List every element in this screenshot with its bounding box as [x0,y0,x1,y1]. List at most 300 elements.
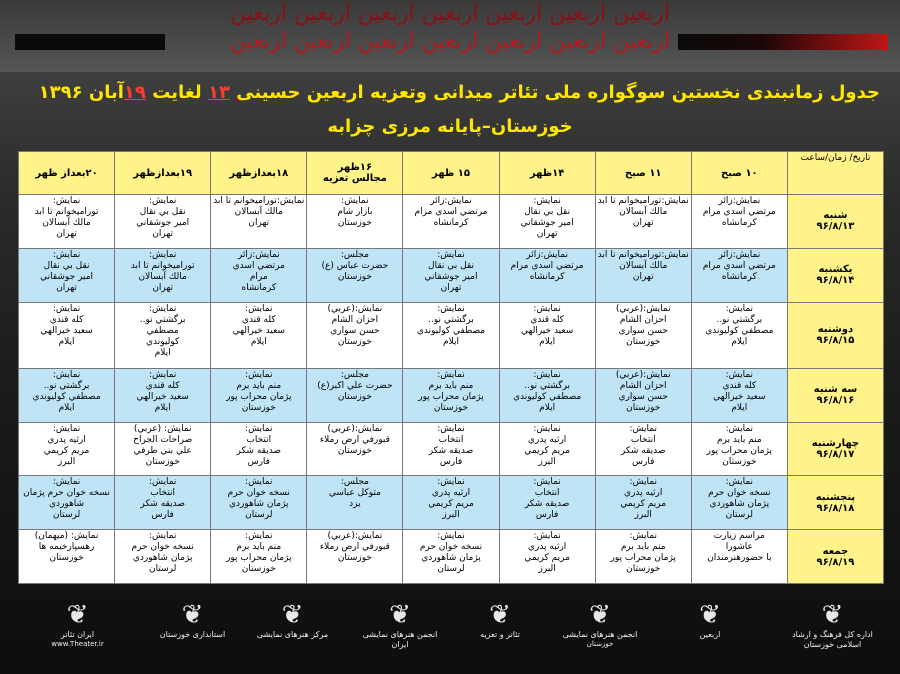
cell-line: نقل بي نقال [139,207,186,217]
cell-line: فارس [439,456,463,467]
cell-line: مصطفي [146,325,179,336]
cell-line: مجلس: [340,477,369,488]
cell-line: ارثيه پدري [527,434,567,445]
schedule-cell [211,248,307,302]
cell-line: سعيد خيرالهي [232,325,285,336]
cell-line: فارس [151,510,174,521]
emblem-icon: ❦ [66,600,89,630]
schedule-cell [115,530,211,584]
cell-line: فارس [632,456,655,467]
schedule-cell [499,302,595,368]
cell-line: تهران [536,229,558,239]
cell-line: نمایش: [437,477,465,488]
cell-line: نسخه خوان حرم [131,542,194,553]
emblem-icon: ❦ [181,600,204,630]
schedule-cell [403,476,499,530]
schedule-cell [499,248,595,302]
cell-line: ايلام [250,336,267,347]
logo-name: انجمن هنرهای نمایشی ایران [362,630,438,649]
cell-line: نمایش:توراميخوانم تا ابد [213,196,305,206]
cell-line: مالك آبسالان [619,260,668,271]
schedule-cell [19,422,115,476]
cell-line: توراميخوانم تا ابد [130,260,195,271]
schedule-body [19,195,884,584]
cell-line: نسخه خوان حرم [227,488,290,499]
cell-line: نمایش: (عربي) [133,423,192,434]
cell-line: خوزستان [241,564,276,575]
cell-line: نمایش: [437,249,465,260]
schedule-cell [211,302,307,368]
cell-line: برگشتي نو.. [428,314,474,325]
cell-line: نمایش: [533,423,561,434]
cell-line: بازار شام [337,207,373,217]
schedule-cell [691,476,787,530]
cell-line: نمایش: [148,531,177,542]
cell-line: خوزستان [626,402,661,413]
cell-line: نمایش: [148,477,177,488]
cell-line: مرتضي اسدي مرام [414,207,488,217]
schedule-cell [211,476,307,530]
cell-line: نمایش:(عربي) [615,369,671,380]
cell-line: كرمانشاه [721,218,757,228]
cell-line: مرتضي اسدي مرام [510,260,584,271]
schedule-cell [211,195,307,249]
column-header [403,152,499,195]
cell-line: نمایش: [437,369,465,380]
cell-line: برگشتي نو.. [139,314,186,325]
schedule-cell [691,368,787,422]
calligraphy-row: اربعین اربعین اربعین اربعین اربعین اربعین اربعین [230,29,670,54]
cell-line: نمایش: [437,531,465,542]
cell-line: كرمانشاه [433,218,469,228]
cell-line: خوزستان [337,445,372,456]
sponsor-logo [355,600,445,650]
cell-line: انتخاب [630,434,656,445]
column-time: ۲۰بعداز ظهر [35,167,98,179]
calligraphy-banner [170,0,730,56]
cell-line: پژمان محراب پور [610,553,676,564]
cell-line: صديقه شكر [620,445,666,456]
right-red-bar [678,34,888,50]
day-date: ۹۶/۸/۱۴ [816,275,855,287]
schedule-cell [403,248,499,302]
cell-line: خوزستان [337,391,372,402]
cell-line: خوزستان [626,564,661,575]
cell-line: يزد [349,499,361,510]
cell-line: مريم كريمي [524,445,570,456]
logo-name: مرکز هنرهای نمایشی [256,630,329,639]
day-date: ۹۶/۸/۱۵ [816,335,855,347]
logo-name: تئاتر و تعزیه [480,630,520,639]
cell-line: نمایش: [52,303,81,314]
cell-line: مصطفي كوليوندي [32,391,101,402]
cell-line: نمایش:زائر [237,249,280,260]
column-time: ۱۱ صبح [624,167,662,179]
cell-line: نمایش: [629,531,657,542]
cell-line: مرتضي اسدي مرام [702,207,776,217]
cell-line: كله قندي [49,314,84,325]
cell-line: خوزستان [337,271,372,282]
cell-line: امير جوشقاني [520,218,574,228]
cell-line: ايلام [731,336,748,347]
day-day: چهارشنبه [811,438,860,450]
schedule-cell [499,476,595,530]
cell-line: پژمان محراب پور [226,553,292,564]
cell-line: توراميخوانم تا ابد [34,207,99,217]
cell-line: نمایش: [245,369,273,380]
cell-line: فارس [535,510,559,521]
cell-line: نمایش: [437,423,465,434]
day-day: پنجشنبه [815,491,856,503]
table-row [19,195,884,249]
cell-line: تهران [632,218,654,228]
column-time: ۱۶ظهر [337,162,373,173]
cell-line: مجلس: [340,369,369,380]
cell-line: نمایش:توراميخوانم تا ابد [597,196,689,206]
cell-line: لرستان [725,510,753,521]
day-day: سه شنبه [813,384,858,396]
schedule-cell [595,302,691,368]
cell-line: نمایش: [148,303,177,314]
cell-line: ايلام [154,402,171,413]
cell-line: ايلام [154,347,171,358]
table-row [19,422,884,476]
cell-line: پژمان محراب پور [226,391,292,402]
schedule-cell [499,368,595,422]
cell-line: تهران [440,282,462,293]
cell-line: كله قندي [722,380,757,391]
cell-line: پژمان شاهوردي [709,499,770,510]
schedule-cell [19,248,115,302]
cell-line: ايلام [58,402,75,413]
schedule-cell [595,248,691,302]
cell-line: نمایش:توراميخوانم تا ابد [597,249,689,260]
column-header [691,152,787,195]
schedule-cell [403,195,499,249]
cell-line: مرتضي اسدي مرام [702,260,776,271]
cell-line: خوزستان [722,456,757,467]
cell-line: نمایش: [533,196,561,206]
schedule-table [18,151,884,584]
cell-line: ارثيه پدري [47,434,86,445]
sponsor-logo [665,600,755,640]
column-time: ۱۵ ظهر [432,167,470,179]
sponsor-logo [30,600,125,648]
cell-line: انتخاب [150,488,176,499]
day-day: يكشنبه [818,264,853,276]
schedule-cell [115,476,211,530]
schedule-cell [403,368,499,422]
cell-line: صديقه شكر [140,499,185,510]
cell-line: خوزستان [337,553,372,564]
page-title [20,82,880,104]
cell-line: تهران [56,282,77,293]
cell-line: انتخاب [438,434,464,445]
cell-line: پژمان محراب پور [706,445,773,456]
schedule-cell [403,422,499,476]
cell-line: نمایش: (ميهمان) [34,531,99,542]
cell-line: پژمان شاهوردي [421,553,481,564]
cell-line: رهسپارخيمه ها [38,542,95,553]
day-cell [787,302,883,368]
schedule-cell [691,302,787,368]
cell-line: برگشتي نو.. [524,380,570,391]
column-header [595,152,691,195]
cell-line: مريم كريمي [620,499,667,510]
cell-line: پژمان محراب پور [418,391,484,402]
cell-line: مالك آبسالان [138,271,187,282]
schedule-cell [403,530,499,584]
cell-line: البرز [442,510,460,521]
schedule-cell [307,422,403,476]
left-black-bar [15,34,165,50]
cell-line: امير جوشقاني [136,218,190,228]
cell-line: تهران [248,218,270,228]
cell-line: نمایش:(عربي) [327,303,383,314]
cell-line: منم بايد برم [620,542,666,553]
title-date-from: ۱۳ [207,82,230,103]
schedule-cell [19,530,115,584]
cell-line: نقل بي نقال [428,260,474,271]
schedule-cell [211,368,307,422]
cell-line: نمایش:(عربي) [327,531,383,542]
column-header [115,152,211,195]
cell-line: نسخه خوان حرم پژمان [23,488,110,499]
title-text: جدول زمانبندی نخستین سوگواره ملی تئاتر میدانی وتعزیه اربعین حسینی [236,82,880,103]
cell-line: كرمانشاه [241,282,277,293]
cell-line: خوزستان [626,336,661,347]
cell-line: خوزستان [433,402,469,413]
cell-line: حسن سواري [618,391,668,402]
cell-line: نمایش: [245,303,273,314]
corner-header: تاریخ/ زمان/ساعت [787,152,883,195]
cell-line: حسن سواري [330,325,380,336]
cell-line: پژمان شاهوردي [132,553,193,564]
schedule-cell [595,368,691,422]
schedule-cell [19,302,115,368]
emblem-icon: ❦ [699,600,721,630]
cell-line: البرز [538,564,556,575]
header-row [19,152,884,195]
cell-line: نمایش: [533,369,561,380]
schedule-cell [499,195,595,249]
schedule-cell [691,195,787,249]
cell-line: نمایش: [341,196,369,206]
cell-line: احزان الشام [619,380,667,391]
logo-name: اداره کل فرهنگ و ارشاد اسلامی خوزستان [792,630,873,649]
cell-line: نمایش: [533,531,561,542]
cell-line: شاهوردي [49,499,85,510]
logo-name: استانداری خوزستان [159,630,226,639]
day-date: ۹۶/۸/۱۳ [816,221,855,233]
column-header [19,152,115,195]
schedule-cell [115,195,211,249]
schedule-cell [19,368,115,422]
cell-line: نمایش: [629,423,657,434]
column-time: ۱۴ظهر [529,167,565,179]
table-row [19,530,884,584]
cell-line: نمایش: [437,303,465,314]
cell-line: نمایش: [725,303,754,314]
cell-line: نمایش:زائر [718,196,761,206]
day-cell [787,476,883,530]
cell-line: برگشتي نو.. [716,314,763,325]
cell-line: حسن سواري [618,325,668,336]
day-date: ۹۶/۸/۱۹ [816,556,855,568]
cell-line: مالك آبسالان [619,207,668,217]
cell-line: كله قندي [145,380,180,391]
table-row [19,248,884,302]
column-time: ۱۹بعدازظهر [133,167,193,179]
cell-line: مرام [249,271,268,282]
cell-line: فارس [247,456,270,467]
cell-line: نمایش:زائر [430,196,472,206]
cell-line: تهران [56,229,77,239]
cell-line: ايلام [731,402,748,413]
cell-line: خوزستان [337,336,372,347]
cell-line: انتخاب [534,488,560,499]
cell-line: نسخه خوان حرم [708,488,771,499]
cell-line: كرمانشاه [529,271,565,282]
cell-line: كله قندي [530,314,564,325]
cell-line: پژمان شاهوردي [228,499,289,510]
title-month-year: آبان ۱۳۹۶ [38,82,124,103]
cell-line: ايلام [539,402,556,413]
logo-name: انجمن هنرهای نمایشی [562,630,638,639]
schedule-cell [499,422,595,476]
schedule-cell [115,422,211,476]
cell-line: البرز [538,456,556,467]
cell-line: خوزستان [49,553,84,564]
cell-line: نمایش: [533,477,561,488]
cell-line: ايلام [539,336,556,347]
cell-line: سعيد خيرالهي [713,391,766,402]
cell-line: نمایش: [725,423,754,434]
cell-line: نقل بي نقال [43,260,90,271]
cell-line: نمایش: [52,249,81,260]
day-cell [787,368,883,422]
cell-line: لرستان [149,564,177,575]
emblem-icon: ❦ [281,600,304,630]
title-until: لغایت [152,82,202,103]
emblem-icon: ❦ [821,600,844,630]
day-day: دوشنبه [817,324,854,336]
schedule-cell [307,302,403,368]
schedule-cell [307,195,403,249]
schedule-cell [115,302,211,368]
cell-line: مالك آبسالان [42,218,91,228]
cell-line: نمایش: [629,477,657,488]
day-date: ۹۶/۸/۱۶ [816,395,855,407]
cell-line: احزان الشام [619,314,667,325]
cell-line: صديقه شكر [428,445,474,456]
logo-sub: www.Theater.ir [51,640,104,648]
day-day: شنبه [823,210,848,222]
table-row [19,368,884,422]
cell-line: مريم كريمي [43,445,90,456]
cell-line: صديقه شكر [524,499,570,510]
schedule-cell [307,530,403,584]
schedule-cell [499,530,595,584]
schedule-cell [307,248,403,302]
emblem-icon: ❦ [589,600,611,630]
cell-line: مصطفي كوليوندي [512,391,582,402]
cell-line: نمایش:زائر [718,249,761,260]
cell-line: نقل بي نقال [524,207,571,217]
cell-line: تهران [152,229,174,239]
cell-line: ارثيه پدري [624,488,663,499]
column-header [499,152,595,195]
cell-line: تهران [632,271,654,282]
logo-sub: خوزستان [586,640,614,648]
page-subtitle: خوزستان–پایانه مرزی چزابه [327,116,573,137]
cell-line: مالك آبسالان [234,207,283,217]
column-header [211,152,307,195]
day-date: ۹۶/۸/۱۷ [816,449,855,461]
cell-line: لرستان [437,564,465,575]
schedule-cell [691,422,787,476]
cell-line: امير جوشقاني [424,271,478,282]
schedule-cell [211,530,307,584]
cell-line: خوزستان [337,218,372,228]
sponsor-logo [780,600,885,650]
cell-line: منم بايد برم [236,380,282,391]
cell-line: سعيد خيرالهي [520,325,574,336]
sponsor-logo [555,600,645,648]
cell-line: كله قندي [241,314,276,325]
cell-line: عاشورا [725,542,753,553]
schedule-cell [403,302,499,368]
cell-line: احزان الشام [331,314,379,325]
schedule-cell [595,530,691,584]
cell-line: نمایش:(عربي) [327,423,383,434]
schedule-cell [691,248,787,302]
day-cell [787,422,883,476]
cell-line: نمایش: [245,477,273,488]
column-time: ۱۸بعدازظهر [229,167,289,179]
cell-line: با حضورهنرمندان [707,553,772,564]
cell-line: نمایش:زائر [526,249,568,260]
cell-line: مجلس: [340,249,369,260]
cell-line: نمایش: [725,477,754,488]
emblem-icon: ❦ [489,600,511,630]
schedule-cell [19,476,115,530]
schedule-cell [307,368,403,422]
day-cell [787,530,883,584]
cell-line: مريم كريمي [428,499,474,510]
cell-line: ارثيه پدري [527,542,567,553]
cell-line: سعيد خيرالهي [136,391,189,402]
sponsor-logo [455,600,545,640]
cell-line: نمایش: [148,249,177,260]
schedule-cell [211,422,307,476]
day-cell [787,248,883,302]
cell-line: منم بايد برم [716,434,762,445]
cell-line: نمایش: [52,477,81,488]
cell-line: ايلام [58,336,75,347]
cell-line: نمایش: [245,531,273,542]
column-subtitle: مجالس تعزیه [322,173,387,184]
cell-line: كرمانشاه [721,271,757,282]
cell-line: ايلام [443,336,459,347]
cell-line: نمایش: [725,369,754,380]
cell-line: نمایش:(عربي) [615,303,671,314]
cell-line: نمایش: [245,423,273,434]
cell-line: سعيد خيرالهي [40,325,93,336]
schedule-cell [307,476,403,530]
calligraphy-row: اربعین اربعین اربعین اربعین اربعین اربعین اربعین [230,1,670,26]
logo-name: ایران تئاتر [60,630,95,639]
